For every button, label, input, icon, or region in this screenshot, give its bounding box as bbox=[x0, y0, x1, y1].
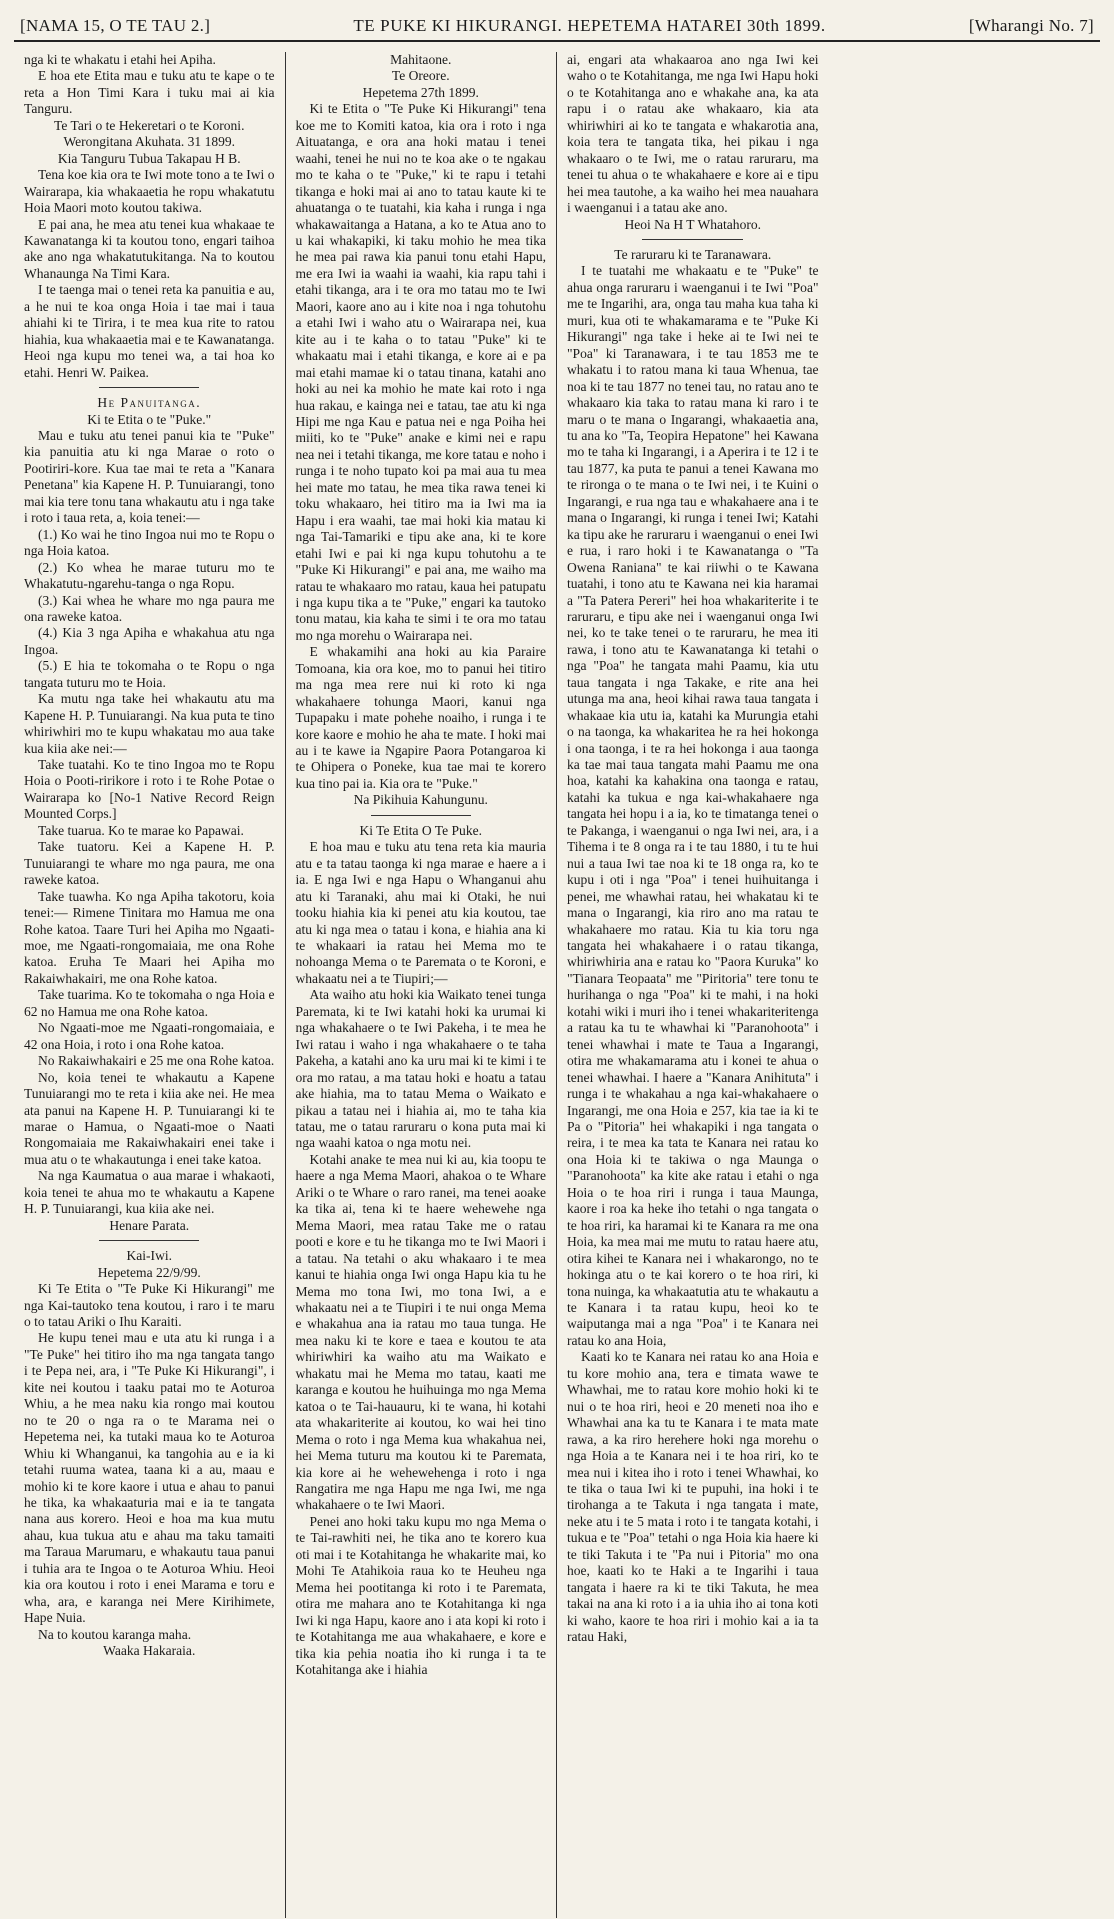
centered-line: Kia Tanguru Tubua Takapau H B. bbox=[57, 150, 241, 166]
article-paragraph: Tena koe kia ora te Iwi mote tono a te Iwi o Wairarapa, kia whakaaetia he ropu whakatutu Hoia Maori moto koutou takiwa. bbox=[24, 167, 275, 216]
centered-line: Henare Parata. bbox=[109, 1217, 190, 1233]
centered-line: Na Pikihuia Kahungunu. bbox=[353, 792, 488, 808]
section-divider bbox=[99, 1240, 199, 1241]
section-divider bbox=[99, 387, 199, 388]
article-paragraph: Ka mutu nga take hei whakautu atu ma Kapene H. P. Tunuiarangi. Na kua puta te tino whiriwhiri mo te kupu whakatau mo aua take kua kiia ake nei:— bbox=[24, 691, 275, 756]
column-2 bbox=[286, 52, 558, 1918]
centered-line: Te Tari o te Hekeretari o te Koroni. bbox=[54, 117, 245, 133]
columns bbox=[14, 52, 1100, 1918]
article-paragraph: Na to koutou karanga maha. bbox=[38, 1626, 192, 1642]
section-divider bbox=[642, 239, 743, 240]
article-paragraph: E hoa mau e tuku atu tena reta kia mauria atu e ta tatau taonga ki nga marae e haere a i ia. E nga Iwi e nga Hapu o Whanganui ahu atu ki Taranaki, ahu mai ki Otaki, he nui tooku hiahia kia ki penei atu kia koutou, tae atu ki nga mea o tatau i kona, e hiahia ana ki te whakaari ia ratau hei Mema mo te nohoanga Mema o te Paremata o te Koroni, e whakaatu nei a te Tiupiri;— bbox=[295, 839, 546, 986]
article-paragraph: Mau e tuku atu tenei panui kia te "Puke" kia panuitia atu ki nga Marae o roto o Pootiriri-kore. Kua tae mai te reta a "Kanara Penetana" kia Kapene H. P. Tunuiarangi, tono mai kia tere tonu tana whakautu atu i nga take i roto i taua reta, a, koia tenei:— bbox=[24, 427, 275, 526]
article-paragraph: Take tuarua. Ko te marae ko Papawai. bbox=[38, 822, 244, 838]
centered-line: Te Oreore. bbox=[391, 68, 450, 84]
article-paragraph: Kotahi anake te mea nui ki au, kia toopu te haere a nga Mema Maori, ahakoa o te Whare Ariki o te Whare o raro ranei, ma tenei aoake ka tika ai, tena ki te haere wehewehe nga Mema Maori, mea ratau Take me o ratau pooti e kore e tu he tikanga mo te Iwi Maori i a tatau. Na tetahi o aku whakaaro i te mea kanui te hiahia onga Iwi onga Hapu kia tu he Mema mo tona Iwi, mo tona Iwi, a e whakaatu nei a te Tiupiri i te nui onga Mema e whakahua ana ia ratau mo taua tunga. He mea naku ki te kore e taea e koutou te ata whiriwhiri ka waiho atu ma Waikato e whakatu mai he Mema mo tatau, kaati me karanga e koutou he huihuinga mo nga Mema katoa o te Tai-hauauru, ki te wana, hi kotahi ata whakariterite ai koutou, ko wai hei tino Mema o roto i nga Mema kua whakahua nei, hei Mema tuturu ma koutou ki te Paremata, kia kore ai he wehewehenga i roto i nga Rangatira me nga Hapu me nga Iwi, me nga whakahaere o te Iwi Maori. bbox=[295, 1151, 546, 1513]
column-1 bbox=[14, 52, 286, 1918]
article-paragraph: Take tuatoru. Kei a Kapene H. P. Tunuiarangi te whare mo nga paura, me ona raweke katoa. bbox=[24, 839, 275, 888]
article-paragraph: I te taenga mai o tenei reta ka panuitia e au, a he nui te koa onga Hoia i tae mai i taua ahiahi ki te Tirira, i te mea kua rite to ratou hiahia, kua whakaaetia mai e te Kawanatanga. Heoi nga kupu mo tenei wa, a tai hoa ko etahi. Henri W. Paikea. bbox=[24, 282, 275, 380]
article-paragraph: Kaati ko te Kanara nei ratau ko ana Hoia e tu kore mohio ana, tera e timata wawe te Whawhai, me to ratau kore mohio hoki ki te nui o te hoa riri, heoi e 20 meneti noa iho e Whawhai ana ka tu te Kanara i te mata mate rawa, a ka riro herehere hoki nga morehu o nga Hoia a te Kanara nei i te hoa riri, ko te mea nui i kitea iho i roto i tenei Whawhai, ko te tika o taua Iwi ki te pupuhi, ina hoki i te tirohanga a te Takuta i nga tangata i mate, neke atu i te 5 mata i roto i te tangata kotahi, i tukua e te "Poa" tetahi o nga Hoia kia haere ki te tiki Takuta i te "Pa nui i Pitoria" mo ona hoe, kaati ko te Haki a te Ingarihi i taua tangata i haere ra ki te tiki Takuta, he mea takai na ana ki roto i a ia uhia iho ai tona koti ki waho, kaore te hoa riri i mohio kai a ia ta ratau Haki, bbox=[567, 1349, 819, 1645]
article-paragraph: (4.) Kia 3 nga Apiha e whakahua atu nga Ingoa. bbox=[24, 625, 275, 657]
article-paragraph: E hoa ete Etita mau e tuku atu te kape o te reta a Hon Timi Kara i tuku mai ai kia Tanguru. bbox=[24, 68, 275, 117]
centered-line: Waaka Hakaraia. bbox=[103, 1643, 196, 1659]
centered-line: Werongitana Akuhata. 31 1899. bbox=[63, 134, 236, 150]
article-paragraph: (3.) Kai whea he whare mo nga paura me ona raweke katoa. bbox=[24, 592, 275, 624]
centered-line: Mahitaone. bbox=[390, 52, 452, 67]
column-3-4 bbox=[557, 52, 1100, 1918]
article-paragraph: ai, engari ata whakaaroa ano nga Iwi kei waho o te Kotahitanga, me nga Iwi Hapu hoki o te Kotahitanga ano e whakahe ana, ka ata rapu i o ratau ake whakaaro, kia ata whiriwhiri ai ko te tangata e whakarotia ana, koia tera te tangata tika, hei pikau i nga whakaaro o te Iwi, me o ratau raruraru, ma tenei tu ahua o te whakahaere e kore ai e tipu hei mea tautohe, a ka waiho hei mea nauahara i waenganui i a tatau ake ano. bbox=[567, 52, 819, 216]
page-number: [Wharangi No. 7] bbox=[968, 16, 1094, 35]
centered-line: Te raruraru ki te Taranawara. bbox=[614, 246, 772, 262]
article-paragraph: (1.) Ko wai he tino Ingoa nui mo te Ropu o nga Hoia katoa. bbox=[24, 526, 275, 559]
article-paragraph: Ki te Etita o "Te Puke Ki Hikurangi" tena koe me to Komiti katoa, kia ora i roto i nga Aituatanga, e ora ana hoki matau i tenei waahi, tenei he nui no te koa ake o te ngakau mo te kaha o te "Puke," ki te rapu i tetahi tikanga e hoki mai ai ano to tatau kaute ki te ahuatanga o te tuatahi, kia kaha i runga i nga whakawaitanga a Hatana, a ko te Atua ano to u kai whakapiki, ki taku mohio he mea tika he mea pai rawa kia panui tonu etahi Hapu, me era Iwi ia waahi ia waahi, kia rapu tahi i etahi tikanga, ara i te ora mo tatau mo te Iwi Maori, kaore ano au i kite noa i nga tohutohu a etahi Iwi i waho atu o Wairarapa nei, kua kite au i te kaha o to tatau "Puke" ki te whakaatu mai i etahi tikanga, e kore ai e pa mai etahi mamae ki o tatau tinana, katahi ano hoki au nei ka mohio he mate kai roto i nga hua rakau, e kainga nei e tatau, tae atu ki nga Hipi me nga Kau e patua nei e nga Poiha hei miiti, ko te "Puke" anake e kimi nei e rapu nea nei i tetahi tikanga, me kore tatau e noho i runga i te noho tupato koi pa mai aua tu mea hei mate mo tatau, he mea tika rawa tenei ki toku whakaaro, hei titiro ma ia Iwi ma ia Hapu i era waahi, tae mai hoki kia matau ki nga Tai-Tamariki e tipu ake ana, ki te kore etahi Iwi e pai ki nga kupu tohutohu a te "Puke Ki Hikurangi" e pai ana, me waiho ma ratau te whakaaro mo ratau, kaua hei patupatu i nga kupu tika a te "Puke," engari ka tautoko tonu matau, kia kaha te simi i te ora mo tatau mo nga morehu o Wairarapa nei. bbox=[295, 101, 546, 643]
article-paragraph: (5.) E hia te tokomaha o te Ropu o nga tangata tuturu mo te Hoia. bbox=[24, 658, 275, 690]
centered-line: Heoi Na H T Whatahoro. bbox=[624, 216, 762, 232]
article-paragraph: No Ngaati-moe me Ngaati-rongomaiaia, e 42 ona Hoia, i roto i ona Rohe katoa. bbox=[24, 1020, 275, 1052]
article-paragraph: I te tuatahi me whakaatu e te "Puke" te ahua onga raruraru i waenganui i te Iwi "Poa" me te Ingarihi, ara, onga tau maha kua taha ki muri, kua oti te whakamarama e te "Puke Ki Hikurangi" nga take i heke ai te Iwi nei te "Poa" ki Taranawara, i te tau 1853 me te whakatu i to ratou mana ki taua Whenua, tae noa ki te tau 1877 no tenei tau, no ratau ano te whakaaro kia taka to ratau mana ki raro i te maru o te mana o Ingarangi, whakaaetia ana, tu ana ko "Ta, Teopira Hepatone" hei Kawana mo te taha ki Ingarangi, i a Aperira i te 12 i te tau 1877, ka puta te panui a tenei Kawana mo te rironga o te mana o te Iwi nei, i te Kuini o Ingarangi, e rua nga tau e whakahaere ana i te mana o Ingarangi, ki runga i tenei Iwi; Katahi ka tipu ake he raruraru i waenganui o enei Iwi e rua, i raro hoki i te Kawanatanga o "Ta Owena Raniana" te kai riiwhi o te Kawana tuatahi, i tono atu te Kawana nei kia haramai a "Ta Patera Pereri" hei hoa whakariterite i te raruraru, e tipu ake nei i waenganui onga Iwi nei, ko te take tenei o te raruraru, he mea iti rawa, i tono atu te Kawanatanga ki tetahi o nga "Poa" he tangata mahi Paamu, kia utu taua tangata i nga Takake, e rite ana hei utunga ma ana, heoi kihai rawa taua tangata i whakaae kia utu ia, katahi ka Murungia etahi o na taonga, ka whakaritea he ra hei hokonga i ona taonga, i te ra hei hokonga i aua taonga ka tae mai taua tangata mahi Paamu me ona hoa, katahi ka kahakina ona taonga e ratau, katahi ka tukua e nga kai-whakahaere nga tangata hei hopu i a ia, ko te timatanga tenei o te Pakanga, i waenganui o nga Iwi nei, ara, i a Tihema i te 8 onga ra i te tau 1880, i tu te hui nui a taua Iwi tae noa ki te 18 onga ra, ko te kupu i oti i nga "Poa" i tenei huihuitanga i penei, me whawhai ratau, hei whakatau ki te mana o Ingarangi, kia riro ano ma ratau te whakahaere mo ratau. Kia tu kia toru nga tangata hei whakahaere i o ratau tikanga, whiriwhiria ana e ratau ko "Paora Kuruka" ko "Tianara Teopaata" me "Piritoria" tere tonu te hurihanga o nga "Poa" ki te mahi, i na hoki kotahi wiki i muri iho i tenei whakariteritenga a ratau ka tu te whawhai ki "Paranohoota" i tenei whawhai i mate te Taua a Ingarangi, otira me whakamarama atu i konei te ahua o tenei whawhai. I haere a "Kanara Anihituta" i runga i te whakahau a nga kai-whakahaere o Ingarangi, me ona Hoia e 257, kia tae ia ki te Pa o "Pitoria" hei whakapiki i nga tangata o reira, i te mea ka tata te Kanara nei ratau ko ona Hoia ki te takiwa o nga Maunga o "Paranohoota" ka kite ake ratau i etahi o nga Hoia o te hoa riri i runga i taua Maunga, kaore i roa ka heke iho tetahi o nga tangata o te hoa riri, ka haramai ki te Kanara ra me ona Hoia, ka mea mai me mutu to ratau haere atu, otira kihei te Kanara nei i whakarongo, no te hokinga atu o te kai korero o te hoa riri, ki tona nuinga, ka whakaatutia atu te whakautu a te Kanara i ta ratau kupu, heoi ko te waiputanga mai a nga "Poa" i te Kanara nei ratau ko ana Hoia, bbox=[567, 263, 819, 1348]
article-paragraph: Take tuarima. Ko te tokomaha o nga Hoia e 62 no Hamua me ona Rohe katoa. bbox=[24, 987, 275, 1019]
centered-line: Ki te Etita o te "Puke." bbox=[87, 411, 212, 427]
article-paragraph: E pai ana, he mea atu tenei kua whakaae te Kawanatanga ki ta koutou tono, engari taihoa ake ano nga whakatutukitanga. Na to koutou Whanaunga Na Timi Kara. bbox=[24, 216, 275, 281]
article-paragraph: Ata waiho atu hoki kia Waikato tenei tunga Paremata, ki te Iwi katahi hoki ka urumai ki nga whakahaere o te Iwi Pakeha, i te mea he Iwi ratau i waho i nga whakahaere o te taha Pakeha, a katahi ano ka uru mai ki te kimi i te ora mo ratau, a ma tatau hoki e hoatu a tatau ake hiahia, ma to tatau Mema o Waikato e pikau a tatau nei i hiahia ai, mo te taha kia tatau, me o tatau raruraru o kona puta mai ki nga waahi katoa o nga motu nei. bbox=[295, 987, 546, 1151]
article-paragraph: Take tuatahi. Ko te tino Ingoa mo te Ropu Hoia o Pooti-ririkore i roto i te Rohe Potae o Wairarapa ko [No-1 Native Record Reign Mounted Corps.] bbox=[24, 757, 275, 822]
masthead-date: TE PUKE KI HIKURANGI. HEPETEMA HATAREI 30th 1899. bbox=[353, 16, 826, 35]
article-paragraph: No, koia tenei te whakautu a Kapene Tunuiarangi mo te reta i kiia ake nei. He mea ata panui na Kapene H. P. Tunuiarangi ki te marae o Hamua, o Ngaati-moe o Naati Rongomaiaia me Rakaiwhakairi enei take i mua atu o te whakautunga i enei take katoa. bbox=[24, 1069, 275, 1167]
article-paragraph: Ki Te Etita o "Te Puke Ki Hikurangi" me nga Kai-tautoko tena koutou, i raro i te maru o to tatau Ariki o Ihu Karaiti. bbox=[24, 1281, 275, 1329]
centered-line: Hepetema 22/9/99. bbox=[97, 1264, 201, 1280]
article-paragraph: He kupu tenei mau e uta atu ki runga i a "Te Puke" hei titiro iho ma nga tangata tango i te Pepa nei, ara, i "Te Puke Ki Hikurangi", i kite nei koutou i taaku patai mo te Aoturoa Whiu, a he mea naku kia rongo mai koutou no te 20 o nga ra o te Marama nei o Hepetema nei, ka tutaki maua ko te Aoturoa Whiu ki Whanganui, ka tangohia au e ia ki tetahi ruuma watea, taana ki a au, maau e mohio ki te kore kaore i utua e ahau to panui he tika, ka whakaaturia mai e ia te tangata nana aus korero. Heoi e hoa ma kua mutu ahau, kua tukua atu e ahau ma taku tamaiti ma Taraua Marumaru, e whakautu taua panui i tuhia ara te Ingoa o te Aoturoa Whiu. Heoi kia ora koutou i roto i enei Marama e toru e wha, ara, e karanga nei Mere Kirihimete, Hape Nuia. bbox=[24, 1330, 275, 1626]
centered-line: Ki Te Etita O Te Puke. bbox=[359, 822, 483, 838]
article-paragraph: Take tuawha. Ko nga Apiha takotoru, koia tenei:— Rimene Tinitara mo Hamua me ona Rohe katoa. Taare Turi hei Apiha mo Ngaati-moe, me Ngaati-rongomaiaia, me ona Rohe katoa. Eruha Te Maari hei Apiha mo Rakaiwhakairi, me ona Rohe katoa. bbox=[24, 888, 275, 986]
centered-line: Kai-Iwi. bbox=[126, 1248, 173, 1264]
article-paragraph: Na nga Kaumatua o aua marae i whakaoti, koia tenei te ahua mo te whakautu a Kapene H. P. Tunuiarangi, kua kiia ake nei. bbox=[24, 1168, 275, 1217]
article-paragraph: (2.) Ko whea he marae tuturu mo te Whakatutu-ngarehu-tanga o nga Ropu. bbox=[24, 559, 275, 592]
section-heading: He Panuitanga. bbox=[97, 395, 202, 411]
article-paragraph: No Rakaiwhakairi e 25 me ona Rohe katoa. bbox=[38, 1053, 275, 1069]
page-header bbox=[14, 10, 1100, 42]
article-paragraph: E whakamihi ana hoki au kia Paraire Tomoana, kia ora koe, mo to panui hei titiro ma nga mea rere nui ki roto ki nga whakahaere tohunga Maori, kanui nga Tupapaku i mate pohehe noaiho, i runga i te kore kaore e mohio he aha te mate. I hoki mai au i te kawe ia Ngapire Paora Potangaroa ki te Ohipera o Poneke, kua tae mai te korero kua tino pai ia. Kia ora te "Puke." bbox=[295, 644, 546, 791]
section-divider bbox=[371, 815, 471, 816]
article-paragraph: nga ki te whakatu i etahi hei Apiha. bbox=[24, 52, 216, 67]
issue-number: [NAMA 15, O TE TAU 2.] bbox=[20, 16, 211, 35]
article-paragraph: Penei ano hoki taku kupu mo nga Mema o te Tai-rawhiti nei, he tika ano te korero kua oti mai i te Kotahitanga he whakarite mai, ko Mohi Te Atahikoia raua ko te Heuheu nga Mema hei pootitanga ki roto i te Paremata, otira me mahara ano te Kotahitanga ki nga Iwi ki nga Hapu, kaore ano i ata kopi ki roto i te Kotahitanga me aua whakahaere, e kore e tika kia pehia noatia iho ki runga i ta te Kotahitanga ake i hiahia bbox=[295, 1513, 546, 1677]
centered-line: Hepetema 27th 1899. bbox=[362, 84, 479, 100]
